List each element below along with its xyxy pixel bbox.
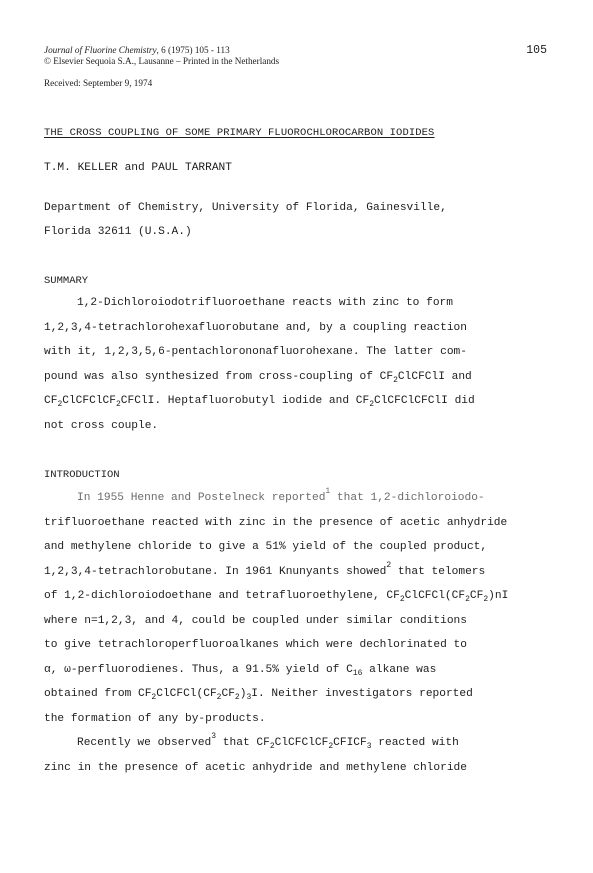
summary-line: 1,2,3,4-tetrachlorohexafluorobutane and, by a coupling reaction	[44, 321, 467, 334]
intro-line: of 1,2-dichloroiodoethane and tetrafluoroethylene, $CF_2ClCFCl(CF_2CF_2)nI$	[44, 590, 509, 604]
summary-line: with it, 1,2,3,5,6-pentachlorononafluorohexane. The latter com-	[44, 346, 467, 358]
introduction-paragraph	[44, 486, 508, 780]
intro-line: where n=1,2,3, and 4, could be coupled under similar conditions	[44, 614, 467, 627]
intro-line: 1,2,3,4-tetrachlorobutane. In 1961 Knunyants showed$^2$ that telomers	[44, 560, 486, 578]
intro-line: the formation of any by-products.	[44, 712, 266, 725]
affiliation-line-1: Department of Chemistry, University of Florida, Gainesville,	[44, 202, 447, 214]
intro-line: Recently we observed$^3$ that $CF_2ClCFClCF_2CFICF_3$ reacted with	[77, 732, 459, 751]
page-number: 105	[526, 44, 547, 57]
journal-name: Journal of Fluorine Chemistry	[44, 45, 157, 55]
journal-header	[44, 45, 279, 67]
journal-volume-pages: , 6 (1975) 105 - 113	[156, 45, 230, 55]
journal-citation	[44, 45, 279, 56]
publisher-line: © Elsevier Sequoia S.A., Lausanne – Printed in the Netherlands	[44, 56, 280, 66]
intro-line: and methylene chloride to give a 51% yield of the coupled product,	[44, 541, 488, 553]
summary-line: not cross couple.	[44, 419, 159, 432]
paper-authors: T.M. KELLER and PAUL TARRANT	[44, 162, 232, 174]
intro-line: α, ω-perfluorodienes. Thus, a 91.5% yield of $C_{16}$ alkane was	[44, 663, 437, 678]
summary-paragraph	[44, 291, 475, 438]
intro-line: trifluoroethane reacted with zinc in the presence of acetic anhydride	[44, 516, 508, 529]
affiliation	[44, 196, 447, 244]
intro-line: obtained from $CF_2ClCFCl(CF_2CF_2)_3I$. Neither investigators reported	[44, 688, 473, 702]
intro-line: In 1955 Henne and Postelneck reported$^1$ that 1,2-dichloroiodo-	[77, 487, 485, 504]
intro-line: to give tetrachloroperfluoroalkanes which were dechlorinated to	[44, 639, 467, 651]
summary-line: pound was also synthesized from cross-coupling of $CF_2ClCFClI$ and	[44, 370, 472, 385]
paper-title: THE CROSS COUPLING OF SOME PRIMARY FLUOROCHLOROCARBON IODIDES	[44, 127, 435, 139]
summary-heading: SUMMARY	[44, 275, 89, 287]
intro-line: zinc in the presence of acetic anhydride and methylene chloride	[44, 761, 467, 774]
introduction-heading: INTRODUCTION	[44, 469, 120, 481]
summary-line: $CF_2ClCFClCF_2CFClI$. Heptafluorobutyl iodide and $CF_2ClCFClCFClI$ did	[44, 395, 475, 409]
received-date: Received: September 9, 1974	[44, 78, 153, 88]
summary-line: 1,2-Dichloroiodotrifluoroethane reacts with zinc to form	[77, 297, 453, 309]
affiliation-line-2: Florida 32611 (U.S.A.)	[44, 226, 192, 238]
